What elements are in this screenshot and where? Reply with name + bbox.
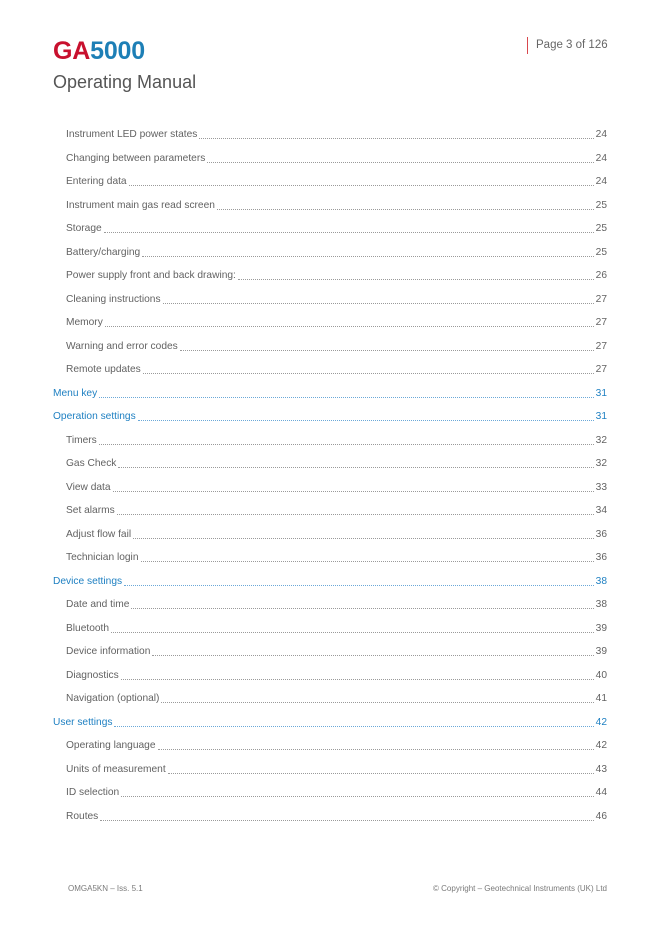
toc-entry-title: Timers [66,434,97,446]
toc-entry-page: 36 [595,552,607,563]
toc-dot-leader [152,654,593,656]
toc-entry-title: Units of measurement [66,763,166,775]
page-number: Page 3 of 126 [527,37,608,54]
toc-entry-title: Instrument main gas read screen [66,199,215,211]
toc-entry-title: Changing between parameters [66,152,206,164]
toc-dot-leader [168,772,594,774]
toc-entry-title: Technician login [66,552,139,563]
toc-entry-page: 32 [595,458,607,469]
toc-entry-page: 31 [595,387,607,399]
toc-entry-title: Diagnostics [66,669,119,681]
toc-entry[interactable] [66,312,607,330]
toc-entry-page: 36 [595,528,607,540]
brand-number: 5000 [90,37,145,65]
toc-entry-title: ID selection [66,787,120,798]
toc-dot-leader [113,490,594,492]
toc-entry-title: Menu key [53,387,98,399]
document-subtitle: Operating Manual [53,72,197,92]
toc-entry-page: 44 [595,787,607,798]
toc-entry[interactable] [66,477,607,495]
toc-entry-page: 27 [595,317,607,328]
toc-entry[interactable] [66,524,607,542]
toc-dot-leader [180,349,594,351]
toc-entry[interactable] [66,242,607,260]
toc-entry-title: Navigation (optional) [66,693,160,704]
toc-entry-page: 39 [595,646,607,657]
toc-entry-page: 34 [595,505,607,516]
toc-dot-leader [143,372,594,374]
toc-entry-title: Storage [66,223,102,234]
toc-entry-title: Warning and error codes [66,340,178,352]
toc-entry[interactable] [66,759,607,777]
toc-dot-leader [129,184,594,186]
toc-entry-title: Operating language [66,740,156,751]
toc-entry-page: 42 [595,716,607,728]
toc-entry-page: 41 [595,693,607,704]
toc-entry-title: Power supply front and back drawing: [66,270,236,281]
toc-entry[interactable] [66,148,607,166]
toc-dot-leader [131,607,593,609]
toc-section-entry[interactable] [53,383,607,401]
toc-entry[interactable] [66,289,607,307]
toc-dot-leader [141,560,594,562]
toc-dot-leader [99,396,593,398]
toc-entry[interactable] [66,218,607,236]
toc-entry-page: 26 [595,270,607,281]
toc-entry[interactable] [66,124,607,142]
toc-entry-page: 42 [595,740,607,751]
toc-entry[interactable] [66,336,607,354]
toc-entry-page: 27 [595,340,607,352]
toc-entry-page: 25 [595,246,607,258]
toc-dot-leader [199,137,593,139]
toc-entry-page: 39 [595,622,607,634]
toc-dot-leader [117,513,594,515]
toc-entry-page: 38 [595,575,607,587]
toc-dot-leader [238,278,594,280]
toc-entry[interactable] [66,359,607,377]
toc-dot-leader [217,208,594,210]
document-reference: OMGA5KN – Iss. 5.1 [68,884,143,893]
toc-dot-leader [142,255,593,257]
toc-dot-leader [121,795,593,797]
toc-entry-title: Routes [66,810,99,822]
toc-dot-leader [105,325,594,327]
toc-entry-title: Device information [66,646,151,657]
toc-dot-leader [133,537,594,539]
toc-entry-page: 46 [595,810,607,822]
toc-entry-title: Adjust flow fail [66,528,132,540]
toc-entry-title: User settings [53,716,113,728]
toc-entry-page: 25 [595,199,607,211]
toc-entry[interactable] [66,782,607,800]
toc-section-entry[interactable] [53,712,607,730]
toc-dot-leader [207,161,593,163]
toc-dot-leader [161,701,593,703]
toc-entry[interactable] [66,618,607,636]
toc-dot-leader [118,466,593,468]
toc-entry-page: 43 [595,763,607,775]
toc-entry-page: 32 [595,434,607,446]
toc-entry-page: 24 [595,152,607,164]
toc-entry-page: 25 [595,223,607,234]
toc-entry-title: Gas Check [66,458,117,469]
toc-entry-page: 27 [595,364,607,375]
toc-entry-page: 24 [595,176,607,187]
toc-entry[interactable] [66,806,607,824]
product-logo [53,36,145,66]
toc-dot-leader [158,748,594,750]
toc-entry[interactable] [66,735,607,753]
toc-dot-leader [111,631,594,633]
toc-entry-page: 40 [595,669,607,681]
copyright-notice: © Copyright – Geotechnical Instruments (UK) Ltd [433,884,607,893]
toc-entry[interactable] [66,171,607,189]
toc-entry-page: 38 [595,599,607,610]
toc-entry[interactable] [66,594,607,612]
toc-entry-page: 31 [595,411,607,422]
toc-entry-page: 24 [595,129,607,140]
toc-dot-leader [121,678,594,680]
toc-section-entry[interactable] [53,571,607,589]
toc-entry-title: Operation settings [53,411,136,422]
toc-section-entry[interactable] [53,406,607,424]
toc-entry-title: View data [66,481,111,493]
toc-dot-leader [114,725,593,727]
toc-dot-leader [138,419,594,421]
toc-dot-leader [99,443,594,445]
toc-entry[interactable] [66,430,607,448]
toc-entry[interactable] [66,500,607,518]
toc-dot-leader [100,819,593,821]
toc-entry[interactable] [66,453,607,471]
toc-entry-title: Instrument LED power states [66,129,198,140]
toc-entry-page: 27 [595,293,607,305]
toc-dot-leader [163,302,594,304]
toc-entry-title: Date and time [66,599,130,610]
toc-entry[interactable] [66,688,607,706]
toc-entry[interactable] [66,195,607,213]
toc-entry-title: Remote updates [66,364,141,375]
toc-entry-title: Entering data [66,176,127,187]
toc-entry-title: Set alarms [66,505,115,516]
toc-entry-title: Memory [66,317,103,328]
toc-entry-title: Device settings [53,575,123,587]
toc-entry-title: Cleaning instructions [66,293,161,305]
toc-entry-title: Bluetooth [66,622,110,634]
toc-entry[interactable] [66,641,607,659]
toc-entry-page: 33 [595,481,607,493]
toc-dot-leader [104,231,594,233]
toc-entry-title: Battery/charging [66,246,141,258]
brand-ga: GA [53,37,91,65]
toc-dot-leader [124,584,594,586]
toc-entry[interactable] [66,547,607,565]
toc-entry[interactable] [66,265,607,283]
toc-entry[interactable] [66,665,607,683]
